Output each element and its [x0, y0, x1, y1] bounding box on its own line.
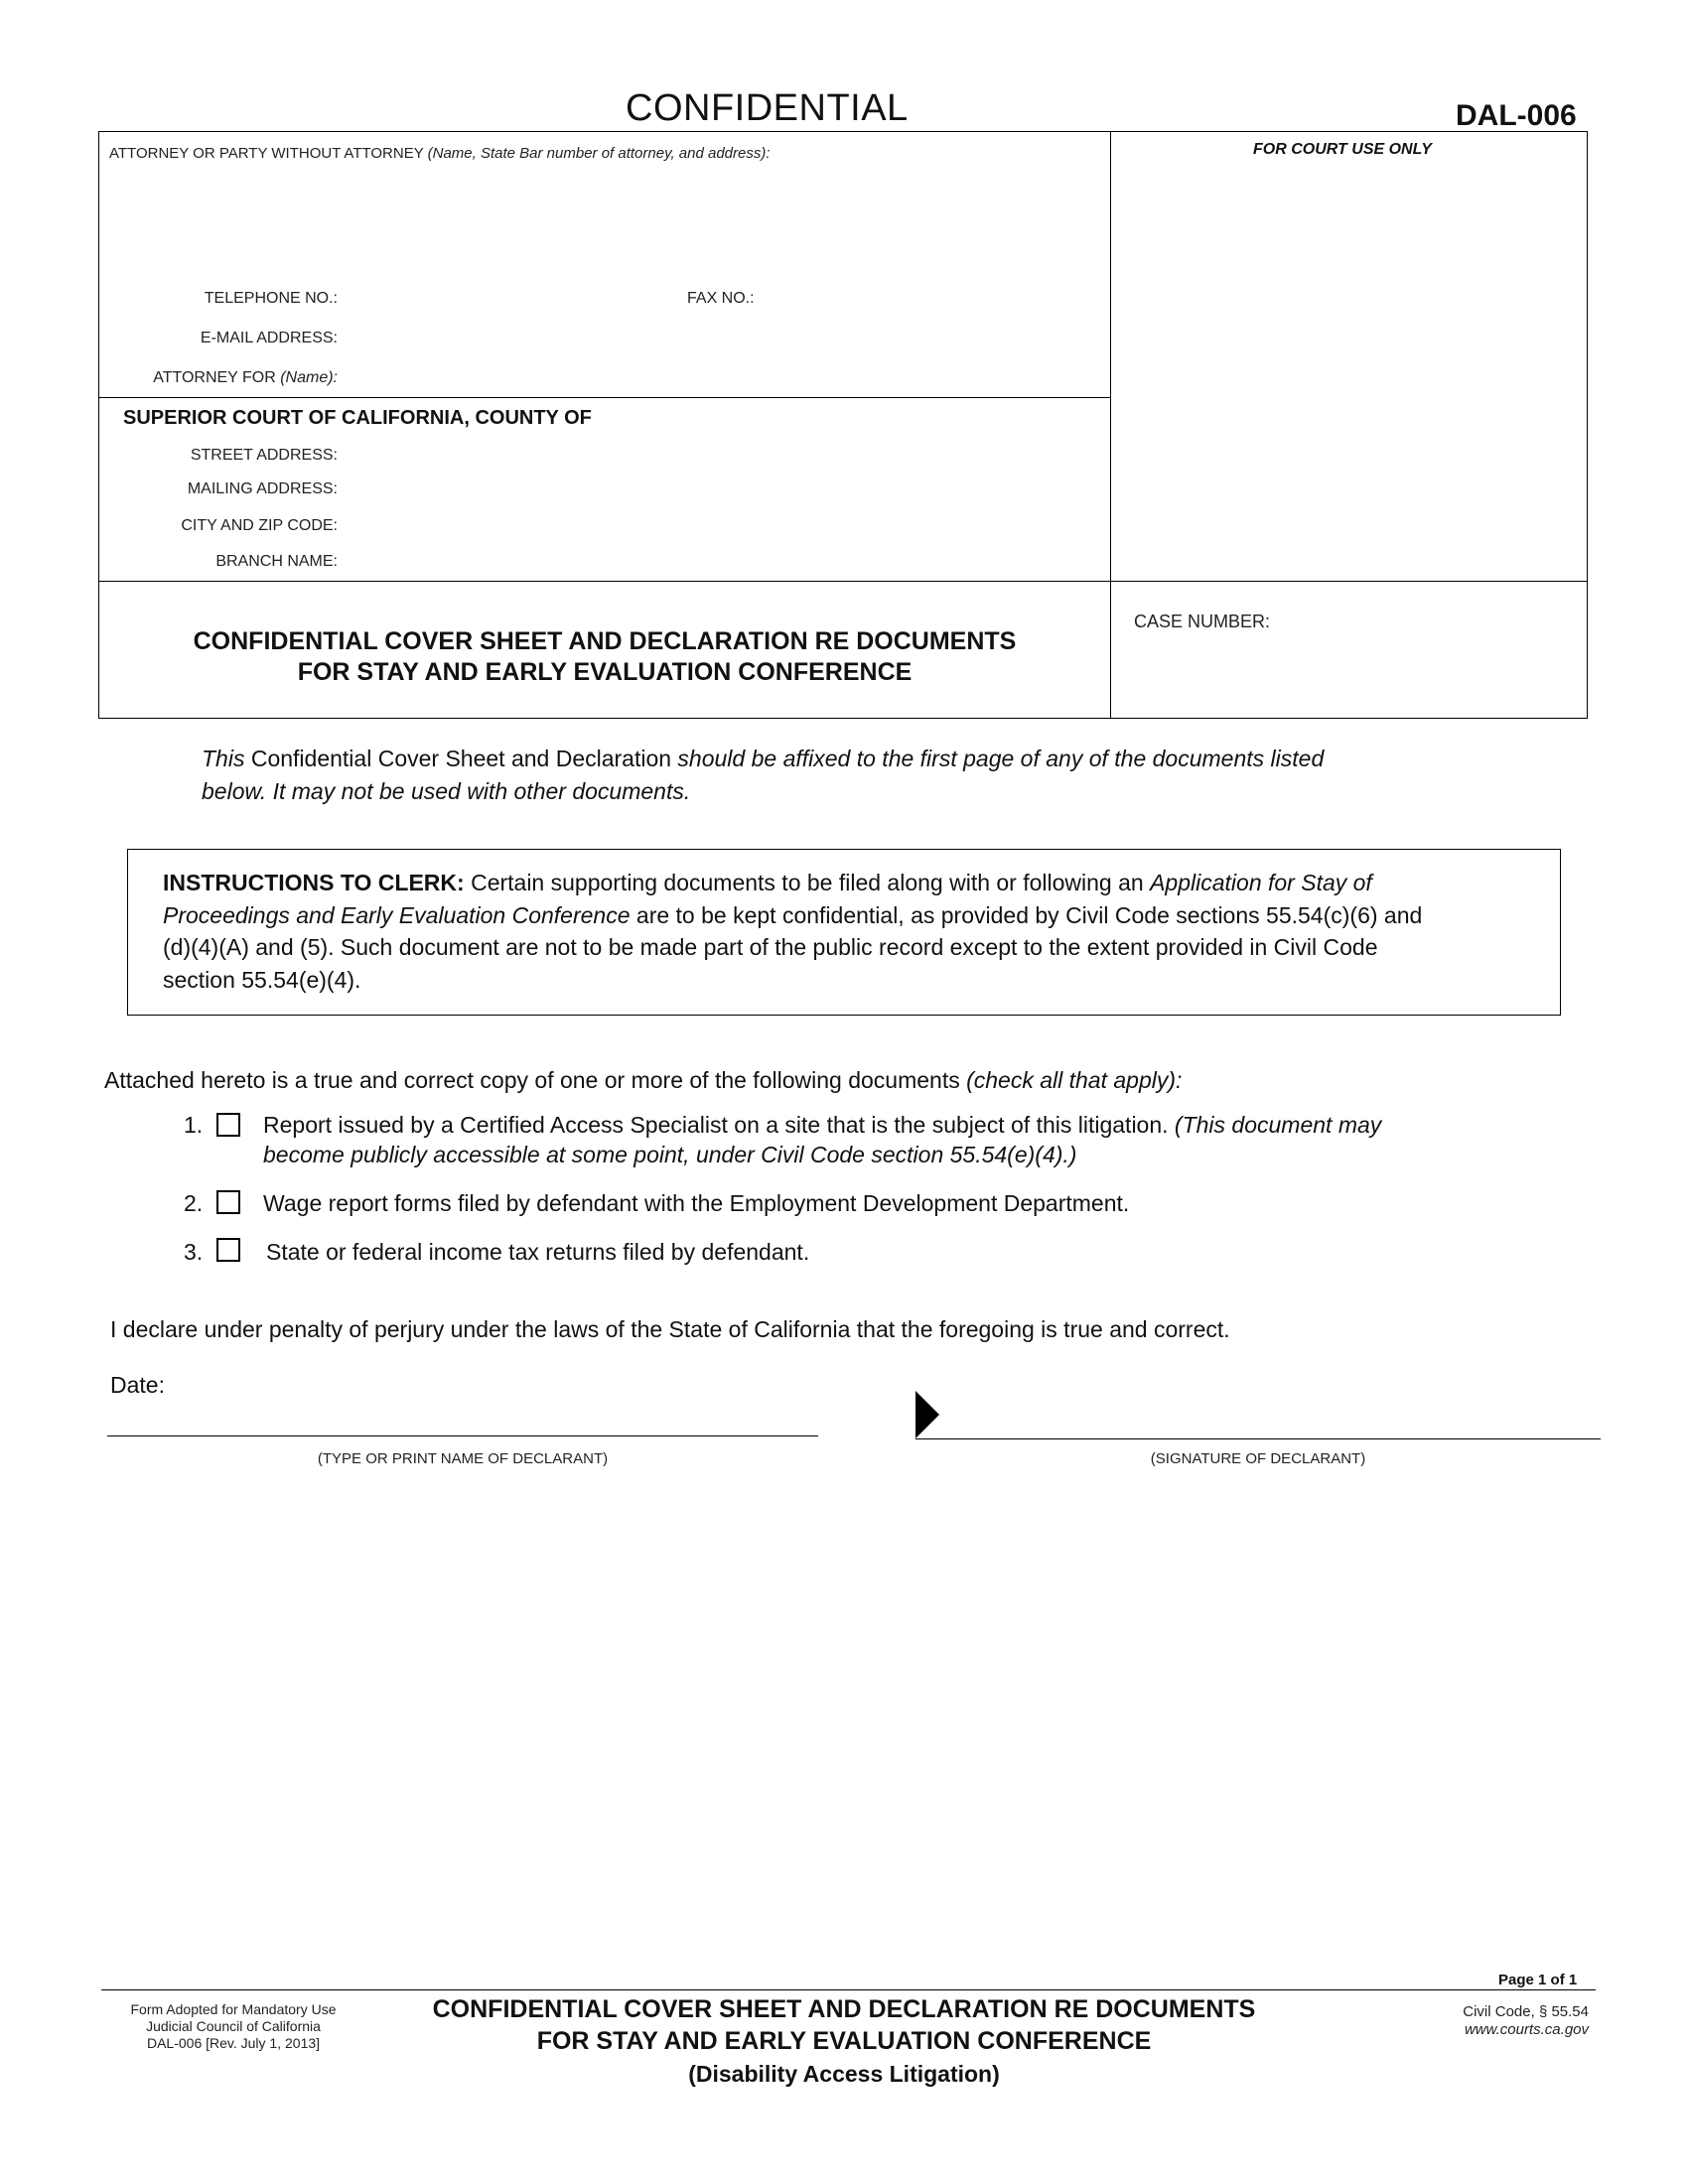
signature-caption: (SIGNATURE OF DECLARANT) [1150, 1450, 1366, 1467]
footer-left-line3: DAL-006 [Rev. July 1, 2013] [146, 2035, 321, 2051]
footer-title-line3: (Disability Access Litigation) [688, 2061, 1000, 2087]
declarant-name-input[interactable] [109, 1400, 818, 1433]
confidential-heading: CONFIDENTIAL [626, 87, 909, 129]
attorney-name-address-input[interactable] [109, 171, 1106, 282]
intro-line2: below. It may not be used with other documents. [202, 778, 691, 804]
footer-title-line1: CONFIDENTIAL COVER SHEET AND DECLARATION RE DOCUMENTS [432, 1995, 1256, 2023]
form-title-line1: CONFIDENTIAL COVER SHEET AND DECLARATION RE DOCUMENTS [193, 627, 1017, 655]
county-input[interactable] [650, 404, 1101, 434]
footer-title-line2: FOR STAY AND EARLY EVALUATION CONFERENCE [536, 2027, 1152, 2055]
fax-input[interactable] [770, 284, 1101, 314]
attorney-label: ATTORNEY OR PARTY WITHOUT ATTORNEY (Name, State Bar number of attorney, and address): [109, 145, 771, 162]
instructions-line2: Proceedings and Early Evaluation Conference are to be kept confidential, as provided by Civil Code sections 55.54(c)(6) and [163, 902, 1423, 928]
item-2-checkbox[interactable] [216, 1190, 240, 1214]
page-number: Page 1 of 1 [1498, 1972, 1578, 1988]
telephone-label: TELEPHONE NO.: [204, 290, 338, 307]
form-title-line2: FOR STAY AND EARLY EVALUATION CONFERENCE [297, 658, 913, 686]
mailing-address-input[interactable] [343, 475, 1101, 504]
city-zip-label: CITY AND ZIP CODE: [181, 517, 338, 534]
footer-left-line1: Form Adopted for Mandatory Use [130, 2001, 337, 2017]
instructions-line4: section 55.54(e)(4). [163, 967, 361, 993]
item-1-text: Report issued by a Certified Access Specialist on a site that is the subject of this litigation. (This document may [263, 1112, 1382, 1138]
item-3-number: 3. [184, 1239, 204, 1265]
caption-divider-vertical [1110, 131, 1111, 719]
date-label: Date: [110, 1372, 165, 1398]
item-3-checkbox[interactable] [216, 1238, 240, 1262]
item-1-number: 1. [184, 1112, 204, 1138]
declarant-name-line [107, 1435, 818, 1436]
fax-label: FAX NO.: [687, 290, 755, 307]
signature-arrow-icon [915, 1391, 939, 1438]
item-2-text: Wage report forms filed by defendant with the Employment Development Department. [263, 1190, 1130, 1216]
attorney-court-divider [98, 397, 1111, 398]
item-3-text: State or federal income tax returns filed by defendant. [266, 1239, 810, 1265]
street-address-label: STREET ADDRESS: [190, 447, 338, 464]
case-number-label: CASE NUMBER: [1134, 612, 1271, 631]
item-1-text-cont: become publicly accessible at some point, under Civil Code section 55.54(e)(4).) [263, 1142, 1077, 1167]
form-number: DAL-006 [1456, 99, 1577, 132]
footer-website[interactable]: www.courts.ca.gov [1464, 2021, 1589, 2038]
branch-name-label: BRANCH NAME: [215, 553, 338, 570]
instructions-line1: INSTRUCTIONS TO CLERK: Certain supporting documents to be filed along with or following an Application for Stay of [163, 870, 1372, 895]
court-use-label: FOR COURT USE ONLY [1253, 141, 1432, 158]
case-number-input[interactable] [1132, 640, 1583, 674]
attorney-for-input[interactable] [343, 363, 1101, 393]
mailing-address-label: MAILING ADDRESS: [187, 480, 338, 497]
declarant-name-caption: (TYPE OR PRINT NAME OF DECLARANT) [317, 1450, 609, 1467]
street-address-input[interactable] [343, 441, 1101, 471]
email-label: E-MAIL ADDRESS: [200, 330, 338, 346]
item-1-checkbox[interactable] [216, 1113, 240, 1137]
footer-citation: Civil Code, § 55.54 [1463, 2003, 1589, 2020]
intro-line1: This Confidential Cover Sheet and Declaration should be affixed to the first page of any of the documents listed [202, 746, 1325, 771]
signature-line [915, 1438, 1601, 1439]
telephone-input[interactable] [343, 284, 674, 314]
footer-rule [101, 1989, 1596, 1990]
signature-input[interactable] [945, 1402, 1595, 1435]
instructions-line3: (d)(4)(A) and (5). Such document are not to be made part of the public record except to the extent provided in Civil Code [163, 934, 1378, 960]
title-divider [98, 581, 1588, 582]
attorney-for-label: ATTORNEY FOR (Name): [153, 369, 338, 386]
attached-lead: Attached hereto is a true and correct copy of one or more of the following documents (check all that apply): [104, 1067, 1183, 1093]
branch-name-input[interactable] [343, 547, 1101, 577]
item-2-number: 2. [184, 1190, 204, 1216]
declaration-text: I declare under penalty of perjury under the laws of the State of California that the foregoing is true and correct. [110, 1316, 1230, 1342]
footer-left-line2: Judicial Council of California [146, 2018, 321, 2034]
date-input[interactable] [179, 1370, 580, 1402]
email-input[interactable] [343, 324, 1101, 353]
court-title: SUPERIOR COURT OF CALIFORNIA, COUNTY OF [123, 407, 592, 429]
city-zip-input[interactable] [343, 511, 1101, 541]
